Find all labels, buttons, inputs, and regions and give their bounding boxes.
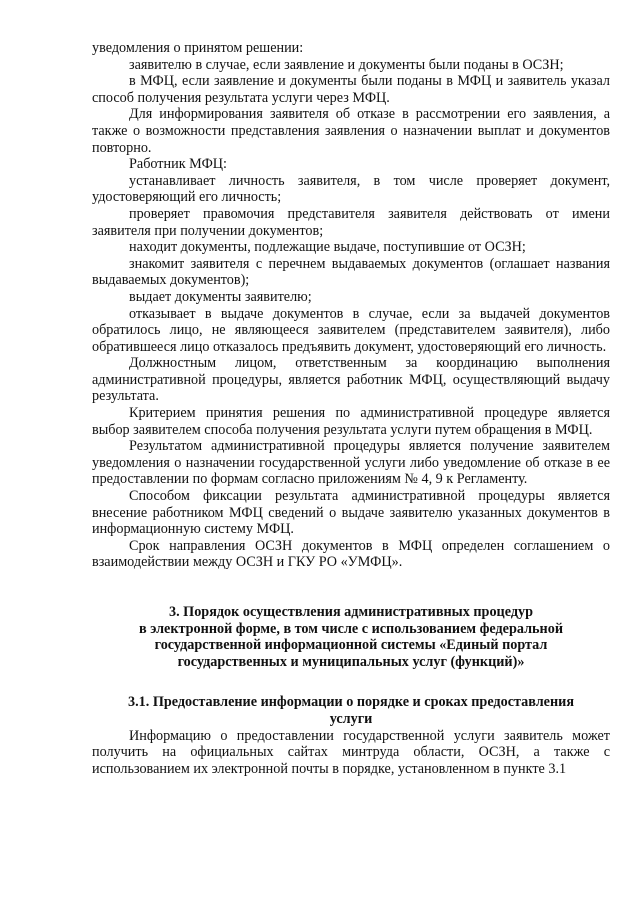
section-3-1-heading xyxy=(92,694,610,727)
paragraph: Срок направления ОСЗН документов в МФЦ определен соглашением о взаимодействии между ОСЗН и ГКУ РО «УМФЦ». xyxy=(92,537,610,571)
heading-line: 3.1. Предоставление информации о порядке и сроках предоставления xyxy=(127,694,574,711)
paragraph: находит документы, подлежащие выдаче, поступившие от ОСЗН; xyxy=(129,239,526,256)
paragraph: в МФЦ, если заявление и документы были поданы в МФЦ и заявитель указал способ получения результата услуги через МФЦ. xyxy=(92,73,610,106)
paragraph: Результатом административной процедуры является получение заявителем уведомления о назначении государственной услуги либо уведомление об отказе в ее предоставлении по формам согласно приложениям № 4, 9 к Регламенту. xyxy=(92,438,610,488)
document-page xyxy=(92,40,610,777)
heading-line: государственной информационной системы «Единый портал xyxy=(154,637,548,654)
paragraph: выдает документы заявителю; xyxy=(129,288,312,305)
paragraph: Критерием принятия решения по административной процедуре является выбор заявителем способа получения результата услуги путем обращения в МФЦ. xyxy=(92,405,610,438)
heading-line: в электронной форме, в том числе с использованием федеральной xyxy=(139,620,563,637)
heading-line: 3. Порядок осуществления административных процедур xyxy=(168,604,533,620)
paragraph: проверяет правомочия представителя заявителя действовать от имени заявителя при получении документов; xyxy=(92,205,610,239)
heading-line: государственных и муниципальных услуг (функций)» xyxy=(177,653,525,670)
paragraph: устанавливает личность заявителя, в том числе проверяет документ, удостоверяющий его личность; xyxy=(92,172,610,206)
paragraph: отказывает в выдаче документов в случае, если за выдачей документов обратилось лицо, не являющееся заявителем (представителем заявителя), либо обратившееся лицо отказалось предъявить документ, удостоверяющий его личность. xyxy=(92,305,610,355)
paragraph: Должностным лицом, ответственным за координацию выполнения административной процедуры, является работник МФЦ, осуществляющий выдачу результата. xyxy=(92,355,610,405)
paragraph: знакомит заявителя с перечнем выдаваемых документов (оглашает названия выдаваемых документов); xyxy=(92,255,610,289)
paragraph: Способом фиксации результата административной процедуры является внесение работником МФЦ сведений о выдаче заявителю указанных документов в информационную систему МФЦ. xyxy=(92,488,610,538)
heading-line: услуги xyxy=(329,710,373,727)
paragraph: Работник МФЦ: xyxy=(129,156,227,173)
paragraph: заявителю в случае, если заявление и документы были поданы в ОСЗН; xyxy=(129,56,564,73)
paragraph: Информацию о предоставлении государственной услуги заявитель может получить на официальных сайтах минтруда области, ОСЗН, а также с использованием их электронной почты в порядке, установленном в пункте 3.1 xyxy=(92,727,610,777)
section-3-heading xyxy=(92,604,610,670)
paragraph: уведомления о принятом решении: xyxy=(92,40,304,56)
paragraph: Для информирования заявителя об отказе в рассмотрении его заявления, а также о возможности представления заявления о назначении выплат и документов повторно. xyxy=(92,106,610,156)
